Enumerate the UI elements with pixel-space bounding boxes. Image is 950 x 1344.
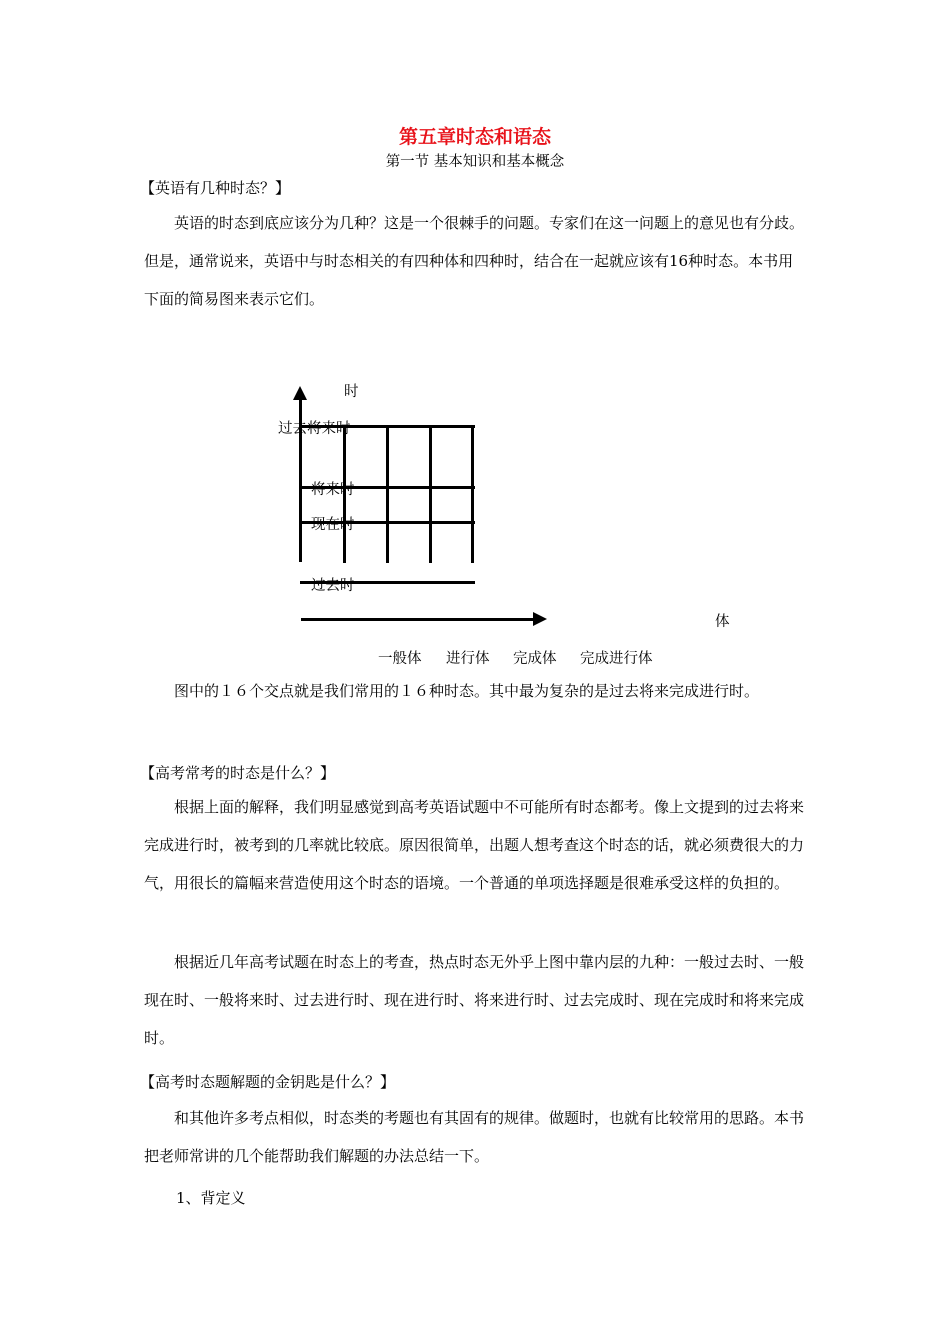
intro-paragraph: 英语的时态到底应该分为几种？这是一个很棘手的问题。专家们在这一问题上的意见也有分歧。但是，通常说来，英语中与时态相关的有四种体和四种时，结合在一起就应该有16种时态。本书用下面的简易图来表示它们。 [144, 214, 805, 308]
common-tenses-paragraph-2: 根据近几年高考试题在时态上的考查，热点时态无外乎上图中靠内层的九种：一般过去时、一般现在时、一般将来时、过去进行时、现在进行时、将来进行时、过去完成时、现在完成时和将来完成时。 [144, 953, 805, 1047]
column-label-perfect: 完成体 [513, 651, 557, 667]
column-label-progressive: 进行体 [446, 651, 490, 667]
chapter-title: 第五章时态和语态 [398, 126, 551, 148]
golden-key-paragraph: 和其他许多考点相似，时态类的考题也有其固有的规律。做题时，也就有比较常用的思路。本书把老师常讲的几个能帮助我们解题的办法总结一下。 [144, 1109, 805, 1165]
aspect-axis-arrow-icon [533, 612, 547, 626]
section-heading-tenses-count: 【英语有几种时态？】 [140, 179, 291, 197]
section-heading-golden-key: 【高考时态题解题的金钥匙是什么？】 [140, 1073, 396, 1091]
column-label-perfect-progressive: 完成进行体 [580, 651, 653, 667]
row-label-past: 过去时 [311, 578, 355, 594]
time-axis-label: 时 [344, 384, 359, 400]
diagram-explanation-paragraph: 图中的１６个交点就是我们常用的１６种时态。其中最为复杂的是过去将来完成进行时。 [174, 682, 760, 700]
row-label-present: 现在时 [311, 517, 355, 533]
section-heading-common-tenses: 【高考常考的时态是什么？】 [140, 764, 336, 782]
aspect-axis-line [301, 618, 535, 621]
aspect-axis-label: 体 [715, 614, 730, 630]
list-item-1: 1、背定义 [176, 1189, 246, 1207]
section-subtitle: 第一节 基本知识和基本概念 [385, 154, 565, 170]
row-label-past-future: 过去将来时 [278, 421, 351, 437]
column-label-simple: 一般体 [378, 651, 422, 667]
row-label-future: 将来时 [311, 482, 355, 498]
grid-column-line [429, 425, 432, 563]
grid-column-line [471, 425, 474, 563]
common-tenses-paragraph-1: 根据上面的解释，我们明显感觉到高考英语试题中不可能所有时态都考。像上文提到的过去将来完成进行时，被考到的几率就比较底。原因很简单，出题人想考查这个时态的话，就必须费很大的力气，用很长的篇幅来营造使用这个时态的语境。一个普通的单项选择题是很难承受这样的负担的。 [144, 798, 805, 892]
time-axis-arrow-icon [293, 386, 307, 400]
grid-column-line [386, 425, 389, 563]
